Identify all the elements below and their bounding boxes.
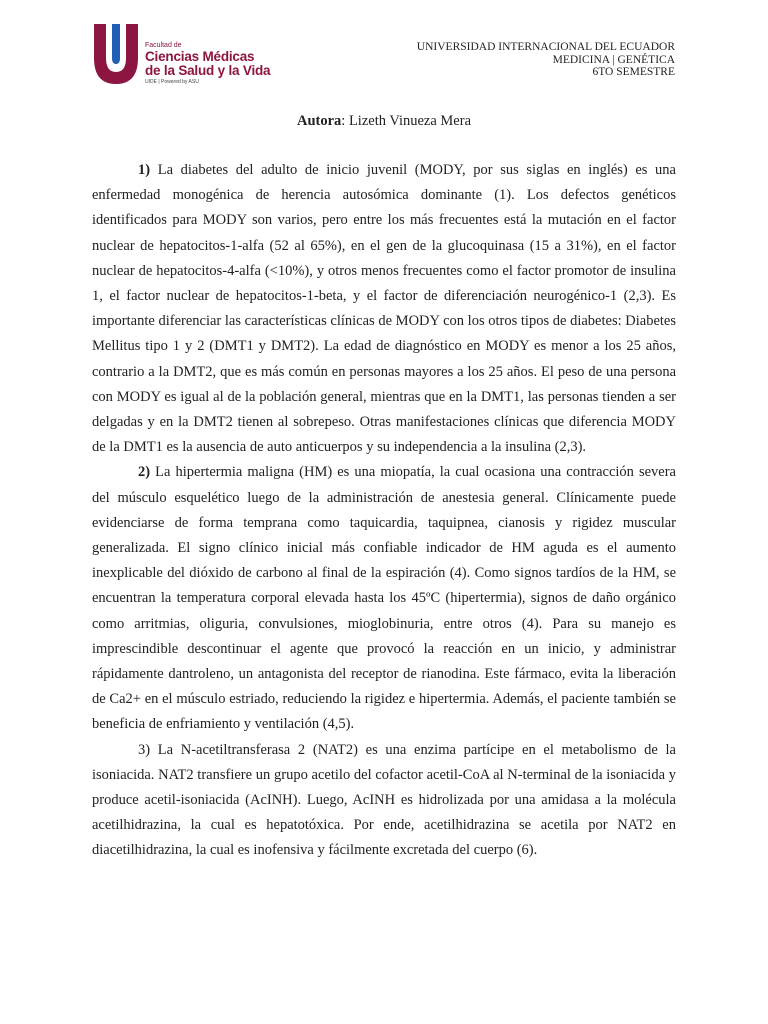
paragraph-3: [92, 738, 676, 864]
document-header: [417, 41, 675, 79]
logo-tagline: UIDE | Powered by ASU: [145, 79, 199, 85]
author-name: : Lizeth Vinueza Mera: [341, 113, 472, 129]
paragraph-1: [92, 158, 676, 460]
uide-logo-mark-icon: [90, 22, 142, 86]
header-university: UNIVERSIDAD INTERNACIONAL DEL ECUADOR: [416, 41, 675, 53]
paragraph-number: 2): [138, 464, 151, 481]
logo-title-line-1: Ciencias Médicas: [145, 49, 255, 64]
document-body: [92, 158, 676, 864]
header-program: MEDICINA | GENÉTICA: [552, 53, 675, 66]
paragraph-text: 3) La N-acetiltransferasa 2 (NAT2) es una enzima partícipe en el metabolismo de la isoniacida. NAT2 transfiere un grupo acetilo del cofactor acetil-CoA al N-terminal de la isoniacida y produce acetil-isoniacida (AcINH). Luego, AcINH es hidrolizada por una amidasa a la molécula acetilhidrazina, la cual es hepatotóxica. Por ende, acetilhidrazina se acetila por NAT2 en diacetilhidrazina, la cual es inofensiva y fácilmente excretada del cuerpo (6).: [92, 741, 676, 859]
logo-title-line-2: de la Salud y la Vida: [145, 63, 271, 78]
author-label: Autora: [296, 113, 342, 129]
paragraph-text: La diabetes del adulto de inicio juvenil (MODY, por sus siglas en inglés) es una enfermedad monogénica de herencia autosómica dominante (1). Los defectos genéticos identificados para MODY son varios, pero entre los más frecuentes está la mutación en el factor nuclear de hepatocitos-1-alfa (52 al 65%), en el gen de la glucoquinasa (15 a 31%), en el factor nuclear de hepatocitos-4-alfa (<10%), y otros menos frecuentes como el factor promotor de insulina 1, el factor nuclear de hepatocitos-1-beta, y el factor de diferenciación neurogénico-1 (2,3). Es importante diferenciar las características clínicas de MODY con los otros tipos de diabetes: Diabetes Mellitus tipo 1 y 2 (DMT1 y DMT2). La edad de diagnóstico en MODY es menor a los 25 años, contrario a la DMT2, que es más común en personas mayores a los 25 años. El peso de una persona con MODY es igual al de la población general, mientras que en la DMT1, las personas tienden a ser delgadas y en la DMT2 tienen al sobrepeso. Otras manifestaciones clínicas que diferencia MODY de la DMT1 es la ausencia de auto anticuerpos y su independencia a la insulina (2,3).: [92, 162, 676, 456]
paragraph-text: La hipertermia maligna (HM) es una miopatía, la cual ocasiona una contracción severa del músculo esquelético luego de la administración de anestesia general. Clínicamente puede evidenciarse de forma temprana como taquicardia, taquipnea, cianosis y rigidez muscular generalizada. El signo clínico inicial más confiable indicador de HM aguda es el aumento inexplicable del dióxido de carbono al final de la espiración (4). Como signos tardíos de la HM, se encuentran la temperatura corporal elevada hasta los 45ºC (hipertermia), signos de daño orgánico como arritmias, oliguria, convulsiones, mioglobinuria, entre otros (4). Para su manejo es imprescindible descontinuar el agente que provocó la reacción en un inicio, y administrar rápidamente dantroleno, un antagonista del receptor de rianodina. Este fármaco, evita la liberación de Ca2+ en el músculo estriado, reduciendo la rigidez e hipertermia. Además, el paciente también se beneficia de enfriamiento y ventilación (4,5).: [92, 464, 676, 733]
paragraph-2: [92, 460, 676, 737]
paragraph-number: 1): [138, 162, 151, 178]
author-line: [0, 113, 768, 130]
header-semester: 6TO SEMESTRE: [592, 66, 675, 78]
faculty-logo: [90, 22, 271, 86]
logo-faculty-label: Facultad de: [145, 42, 182, 49]
